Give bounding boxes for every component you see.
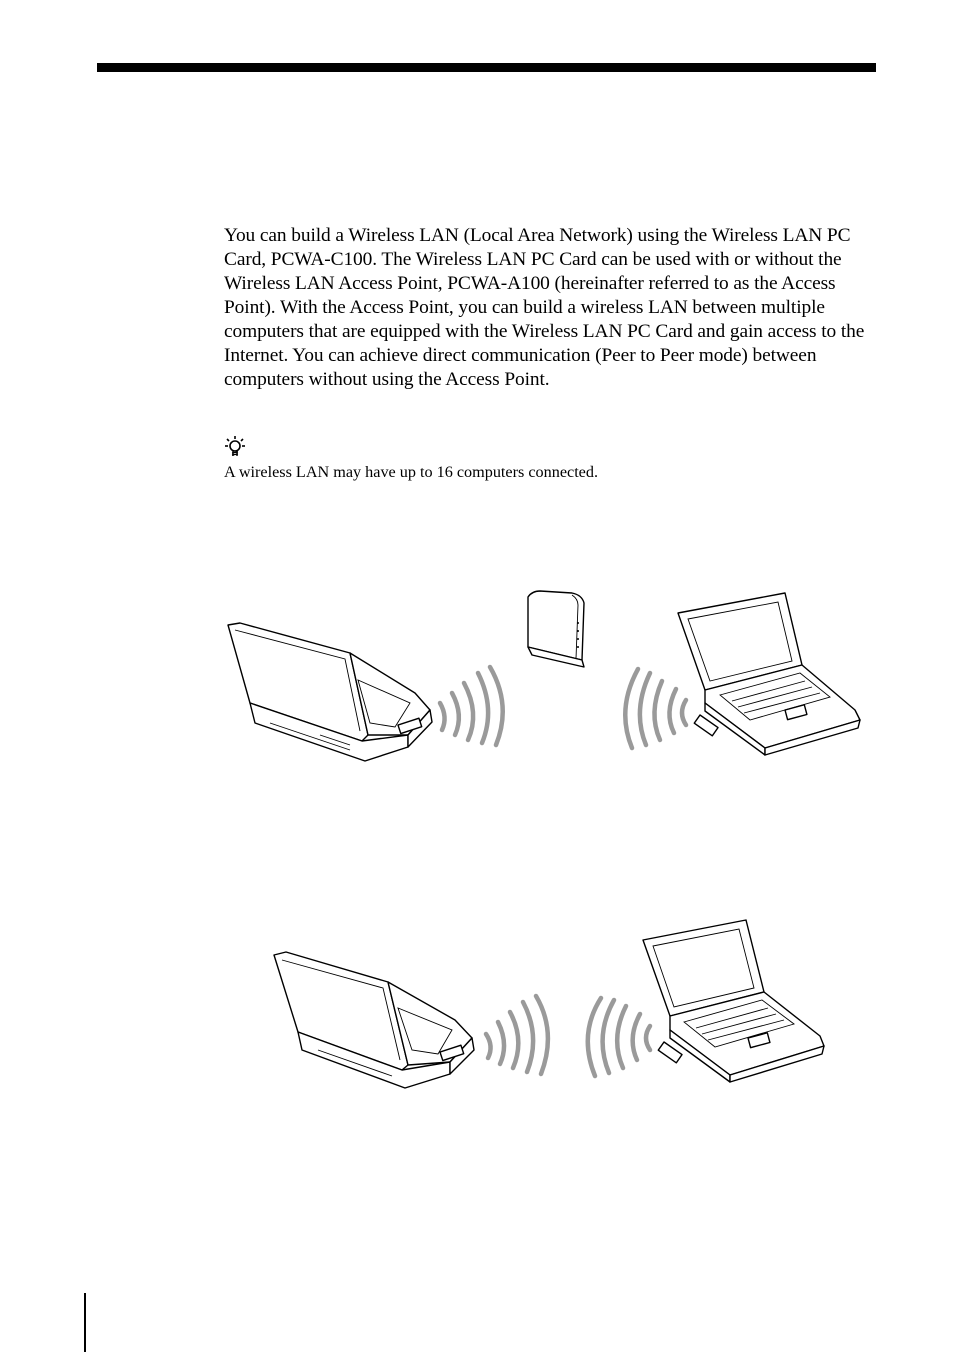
signal-wave-left <box>523 1002 533 1072</box>
top-rule <box>97 63 876 72</box>
margin-rule <box>84 1293 86 1352</box>
signal-wave-right <box>646 1026 650 1050</box>
signal-wave-right <box>633 1014 640 1060</box>
lightbulb-icon <box>224 435 246 459</box>
signal-wave-right <box>640 673 650 745</box>
laptop-front-view <box>643 920 824 1082</box>
signal-wave-right <box>625 669 638 748</box>
signal-wave-right <box>617 1006 626 1068</box>
laptop-rear-view <box>274 952 474 1088</box>
signal-wave-right <box>588 998 601 1076</box>
signal-wave-left <box>536 996 548 1074</box>
signal-wave-right <box>669 689 676 733</box>
signal-wave-left <box>464 683 473 740</box>
signal-wave-right <box>682 700 686 725</box>
signal-wave-left <box>440 703 445 730</box>
signal-wave-left <box>490 667 503 745</box>
access-point-mode-figure <box>210 585 870 770</box>
signal-wave-right <box>603 1000 614 1073</box>
signal-wave-left <box>498 1022 504 1064</box>
laptop-front-view <box>678 593 860 755</box>
tip-text: A wireless LAN may have up to 16 computers connected. <box>224 463 599 481</box>
signal-wave-left <box>486 1034 491 1058</box>
laptop-rear-view <box>228 623 432 761</box>
signal-wave-left <box>478 673 488 743</box>
signal-wave-left <box>510 1012 518 1068</box>
signal-wave-left <box>452 693 459 735</box>
peer-to-peer-mode-figure <box>260 910 840 1095</box>
intro-paragraph: You can build a Wireless LAN (Local Area Network) using the Wireless LAN PC Card, PCWA-C100. The Wireless LAN PC Card can be used with or without the Wireless LAN Access Point, PCWA-A100 (hereinafter referred to as the Access Point). With the Access Point, you can build a wireless LAN between multiple computers that are equipped with the Wireless LAN PC Card and gain access to the Internet. You can achieve direct communication (Peer to Peer mode) between computers without using the Access Point. <box>224 225 865 390</box>
access-point <box>528 591 584 667</box>
signal-wave-right <box>654 681 662 740</box>
